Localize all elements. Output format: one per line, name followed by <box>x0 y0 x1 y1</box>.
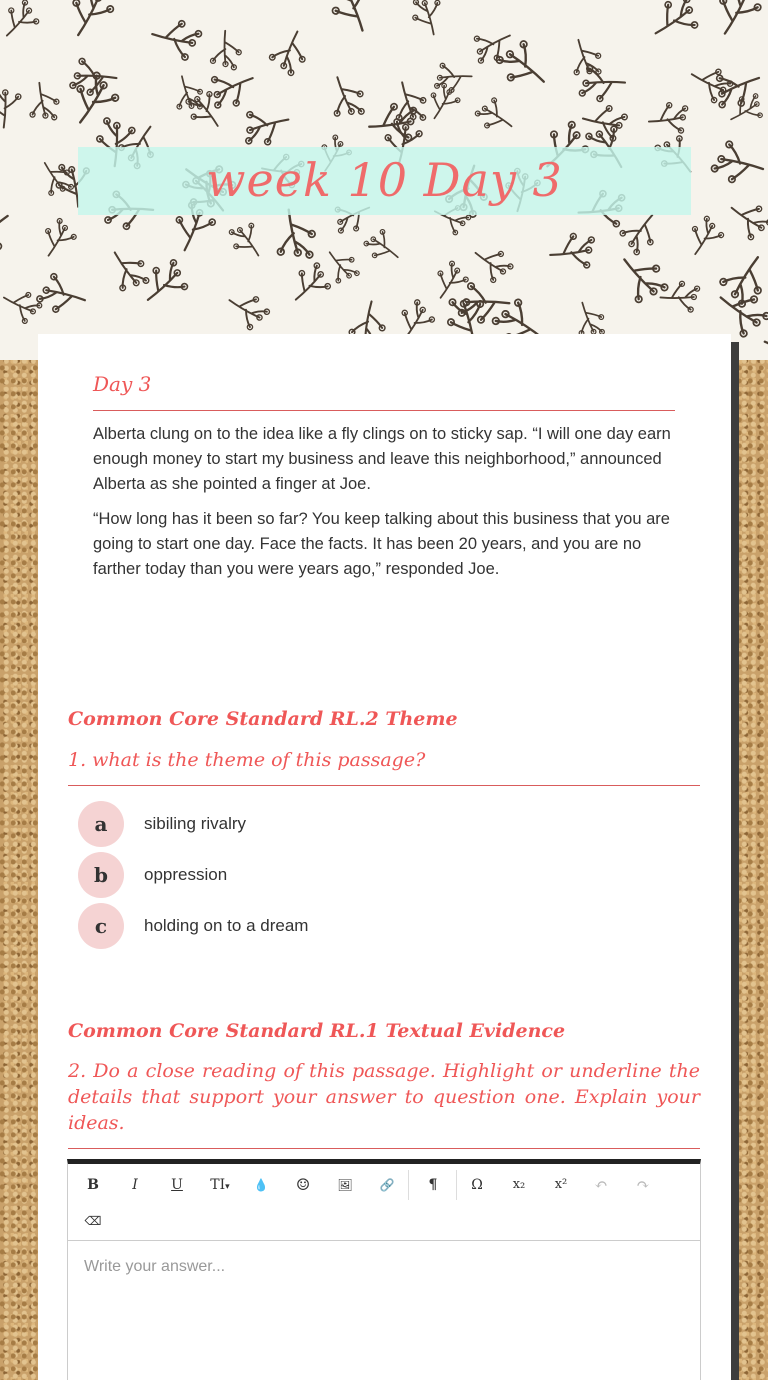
image-icon[interactable]: 🖼 <box>337 1178 353 1192</box>
option-c[interactable] <box>78 903 678 949</box>
answer-input[interactable] <box>68 1242 700 1380</box>
emoji-icon[interactable]: ☺ <box>295 1175 311 1194</box>
underline-button[interactable]: U <box>171 1177 183 1193</box>
option-letter[interactable]: a <box>78 801 124 847</box>
undo-icon[interactable]: ↶ <box>594 1175 608 1194</box>
question-1-prompt: 1. what is the theme of this passage? <box>68 749 426 771</box>
header-banner <box>0 0 768 360</box>
option-text[interactable]: sibiling rivalry <box>144 814 247 833</box>
divider <box>68 785 700 786</box>
passage-paragraph-1: Alberta clung on to the idea like a fly clings on to sticky sap. “I will one day earn enough money to start my business and leave this neighborhood,” announced Alberta as she pointed a finger at Joe. <box>93 425 671 493</box>
option-letter[interactable]: c <box>78 903 124 949</box>
toolbar-separator <box>408 1170 409 1200</box>
passage-heading: Day 3 <box>93 372 152 396</box>
editor-toolbar <box>68 1164 700 1241</box>
special-chars-button[interactable]: Ω <box>471 1177 483 1193</box>
page-title: week 10 Day 3 <box>206 153 563 207</box>
option-letter[interactable]: b <box>78 852 124 898</box>
divider <box>93 410 675 411</box>
question-1-standard: Common Core Standard RL.2 Theme <box>68 708 458 730</box>
subscript-button[interactable]: x₂ <box>512 1177 526 1192</box>
link-icon[interactable]: 🔗 <box>379 1178 395 1192</box>
chevron-down-icon: ▾ <box>225 1182 230 1192</box>
superscript-button[interactable]: x² <box>554 1177 568 1192</box>
card-shadow <box>731 342 739 1380</box>
text-size-button[interactable] <box>202 1170 238 1200</box>
paragraph-icon: ¶ <box>428 1177 438 1193</box>
text-size-label: TI <box>210 1177 226 1193</box>
option-b[interactable] <box>78 852 678 898</box>
italic-button[interactable]: I <box>132 1177 138 1193</box>
option-text[interactable]: holding on to a dream <box>144 916 309 935</box>
toolbar-separator <box>456 1170 457 1200</box>
rich-text-editor <box>67 1159 701 1380</box>
option-text[interactable]: oppression <box>144 865 228 884</box>
paragraph-button[interactable] <box>418 1170 448 1200</box>
text-color-icon[interactable]: 💧 <box>253 1178 269 1192</box>
question-2-prompt: 2. Do a close reading of this passage. Highlight or underline the details that support your answer to question one. Explain your ideas. <box>68 1060 700 1134</box>
question-2-standard: Common Core Standard RL.1 Textual Evidence <box>68 1020 566 1042</box>
bold-button[interactable]: B <box>87 1177 99 1193</box>
passage-paragraph-2: “How long has it been so far? You keep talking about this business that you are going to start one day. Face the facts. It has been 20 years, and you are no farther today than you were years ago,” responded Joe. <box>93 510 670 578</box>
divider <box>68 1148 700 1149</box>
option-a[interactable] <box>78 801 678 847</box>
clear-formatting-icon[interactable]: ⌫ <box>84 1214 102 1228</box>
redo-icon[interactable]: ↷ <box>636 1175 650 1194</box>
